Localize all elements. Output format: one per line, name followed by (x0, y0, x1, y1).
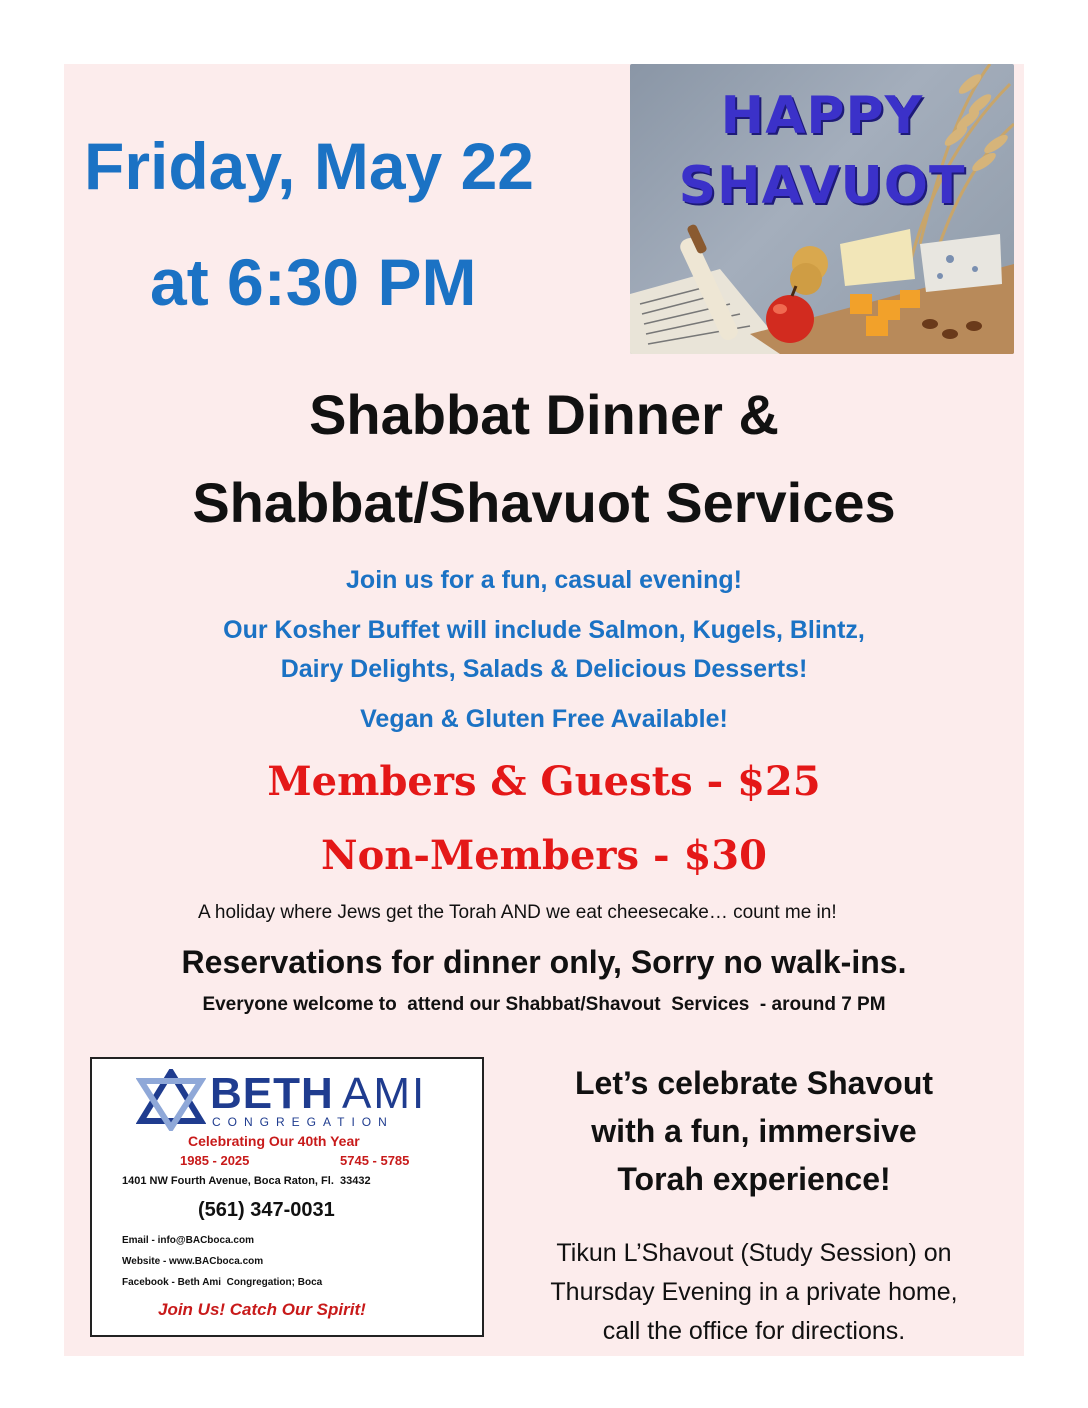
phone-number: (561) 347-0031 (198, 1199, 335, 1221)
star-of-david-icon (136, 1069, 206, 1131)
happy-shavuot-photo (630, 64, 1014, 354)
headline-line-2: Shabbat/Shavuot Services (192, 471, 896, 534)
details-line-2: Our Kosher Buffet will include Salmon, Kugels, Blintz, (223, 616, 865, 644)
tikun-line-1: Tikun L’Shavout (Study Session) on (556, 1239, 952, 1267)
website: Website - www.BACboca.com (122, 1256, 264, 1267)
facebook: Facebook - Beth Ami Congregation; Boca (122, 1277, 323, 1288)
address: 1401 NW Fourth Avenue, Boca Raton, Fl. 33432 (122, 1175, 371, 1187)
celebrate-line-3: Torah experience! (617, 1161, 891, 1197)
celebrate-line-2: with a fun, immersive (591, 1113, 917, 1149)
logo-beth: BETH (210, 1069, 334, 1118)
tikun-block (484, 1234, 1024, 1351)
celebrate-line-1: Let’s celebrate Shavout (574, 1065, 934, 1101)
tikun-line-3: call the office for directions. (602, 1317, 906, 1345)
event-time: at 6:30 PM (150, 245, 477, 319)
beth-ami-card (90, 1057, 484, 1337)
slogan: Join Us! Catch Our Spirit! (158, 1300, 366, 1319)
services-note: Everyone welcome to attend our Shabbat/Shavout Services - around 7 PM (202, 994, 886, 1015)
photo-title-happy: HAPPY (720, 86, 924, 146)
tikun-line-2: Thursday Evening in a private home, (550, 1278, 958, 1306)
celebrate-block (484, 1059, 1024, 1203)
logo-congregation: CONGREGATION (212, 1115, 394, 1129)
event-date: Friday, May 22 (84, 129, 534, 203)
details-line-4: Vegan & Gluten Free Available! (360, 705, 728, 733)
reservations-note: Reservations for dinner only, Sorry no walk-ins. (181, 944, 907, 980)
cheesecake-quote: A holiday where Jews get the Torah AND we eat cheesecake… count me in! (198, 902, 837, 923)
email: Email - info@BACboca.com (122, 1235, 254, 1246)
headline-line-1: Shabbat Dinner & (309, 383, 779, 446)
years-civil: 1985 - 2025 (180, 1153, 250, 1168)
photo-title-shavuot: SHAVUOT (678, 156, 966, 216)
details-line-1: Join us for a fun, casual evening! (346, 566, 742, 594)
details-line-3: Dairy Delights, Salads & Delicious Desserts! (280, 655, 808, 683)
logo-ami: AMI (342, 1069, 427, 1118)
years-hebrew: 5745 - 5785 (340, 1153, 410, 1168)
flyer (64, 64, 1024, 1356)
celebrating-40th: Celebrating Our 40th Year (188, 1133, 360, 1149)
price-members: Members & Guests - $25 (267, 758, 821, 805)
price-non-members: Non-Members - $30 (321, 832, 767, 879)
